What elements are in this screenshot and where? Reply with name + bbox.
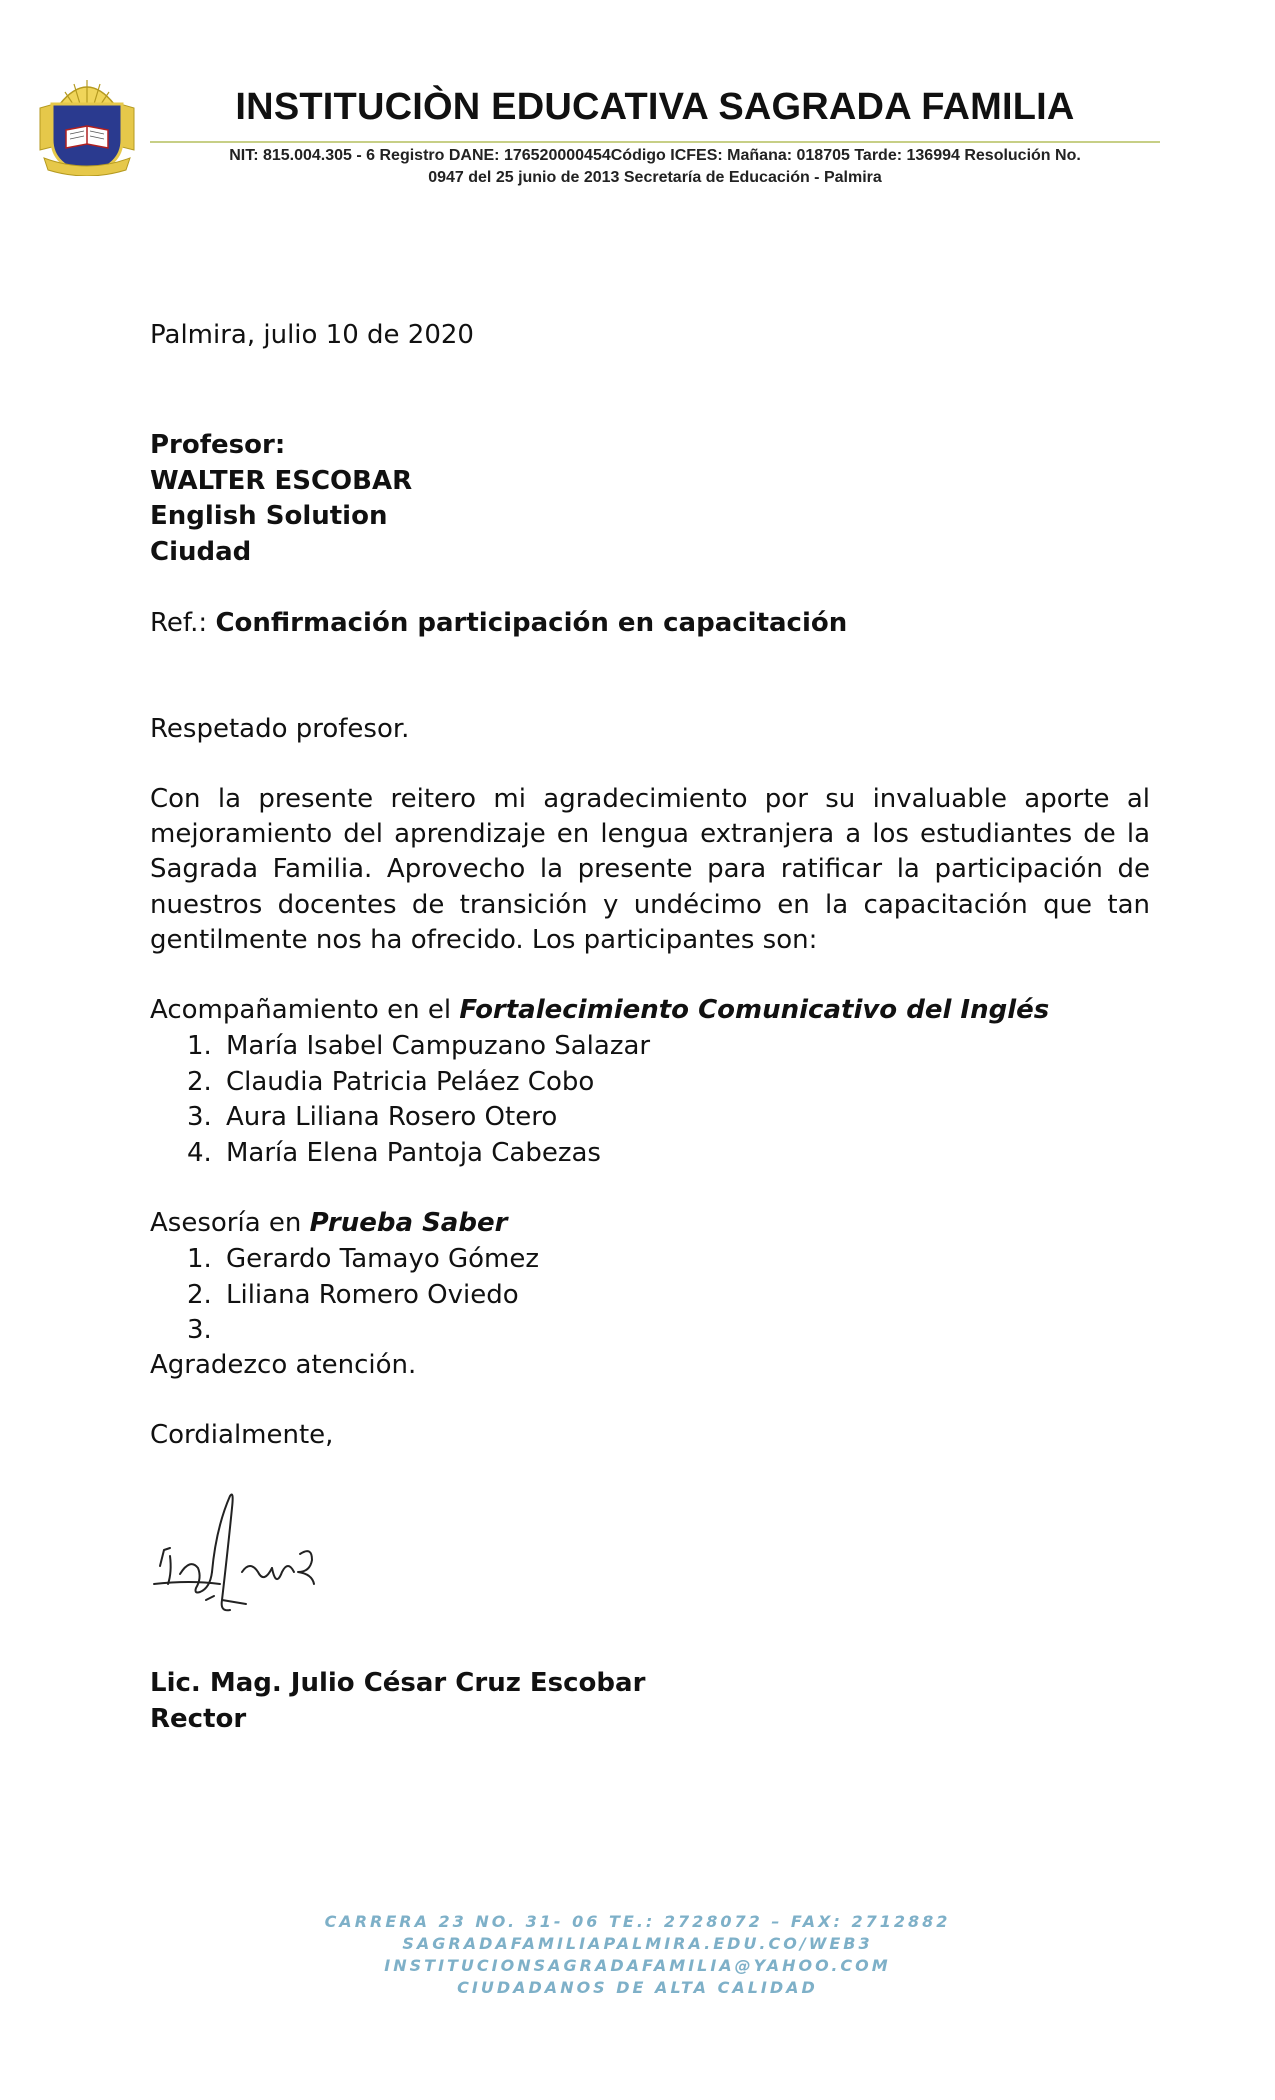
registration-line-1: NIT: 815.004.305 - 6 Registro DANE: 176520000454Código ICFES: Mañana: 018705 Tarde: 136994 Resolución No. bbox=[229, 147, 1081, 164]
section-prefix: Asesoría en bbox=[150, 1208, 310, 1238]
recipient-block bbox=[150, 428, 1150, 570]
participant-name: María Elena Pantoja Cabezas bbox=[226, 1137, 601, 1168]
institution-name: INSTITUCIÒN EDUCATIVA SAGRADA FAMILIA bbox=[235, 86, 1075, 128]
reference-line bbox=[150, 606, 1150, 642]
footer-line: SAGRADAFAMILIAPALMIRA.EDU.CO/WEB3 bbox=[402, 1934, 873, 1953]
list-item: 1. Gerardo Tamayo Gómez bbox=[150, 1242, 950, 1278]
thanks-line: Agradezco atención. bbox=[150, 1350, 417, 1380]
signer-name: Lic. Mag. Julio César Cruz Escobar bbox=[150, 1668, 646, 1698]
school-crest-icon bbox=[34, 74, 140, 176]
body-paragraph: Con la presente reitero mi agradecimiento por su invaluable aporte al mejoramiento del aprendizaje en lengua extranjera a los estudiantes de la Sagrada Familia. Aprovecho la presente para ratificar la participación de nuestros docentes de transición y undécimo en la capacitación que tan gentilmente nos ha ofrecido. Los participantes son: bbox=[150, 784, 1150, 955]
letter-date: Palmira, julio 10 de 2020 bbox=[150, 320, 474, 350]
participant-name: Aura Liliana Rosero Otero bbox=[226, 1102, 558, 1132]
signer-title: Rector bbox=[150, 1703, 247, 1734]
reference-subject: Confirmación participación en capacitación bbox=[215, 608, 848, 638]
participants-list-1 bbox=[150, 1029, 950, 1171]
section-title-acompanamiento bbox=[150, 993, 1150, 1029]
signer-block bbox=[150, 1666, 645, 1737]
list-item: 4. María Elena Pantoja Cabezas bbox=[150, 1136, 950, 1172]
list-item: 2. Liliana Romero Oviedo bbox=[150, 1278, 950, 1314]
closing-line: Cordialmente, bbox=[150, 1420, 334, 1450]
section-title-asesoria bbox=[150, 1206, 1150, 1242]
footer-line: INSTITUCIONSAGRADAFAMILIA@YAHOO.COM bbox=[384, 1956, 891, 1975]
participants-list-2 bbox=[150, 1242, 950, 1349]
reference-label: Ref.: bbox=[150, 608, 216, 638]
recipient-line: WALTER ESCOBAR bbox=[150, 465, 413, 496]
list-item: 3. Aura Liliana Rosero Otero bbox=[150, 1100, 950, 1136]
participant-name: Gerardo Tamayo Gómez bbox=[226, 1244, 540, 1274]
list-item: 3. bbox=[187, 1315, 212, 1345]
participant-name: Liliana Romero Oviedo bbox=[226, 1279, 519, 1310]
institution-registration-info bbox=[150, 145, 1160, 189]
participant-name: Claudia Patricia Peláez Cobo bbox=[226, 1066, 595, 1097]
section-program-title: Prueba Saber bbox=[309, 1208, 508, 1238]
section-program-title: Fortalecimiento Comunicativo del Inglés bbox=[459, 995, 1050, 1025]
handwritten-signature bbox=[150, 1488, 360, 1628]
list-item: 2. Claudia Patricia Peláez Cobo bbox=[150, 1065, 950, 1101]
section-prefix: Acompañamiento en el bbox=[150, 995, 460, 1025]
salutation: Respetado profesor. bbox=[150, 714, 410, 744]
footer-line: CIUDADANOS DE ALTA CALIDAD bbox=[457, 1978, 818, 1997]
recipient-line: Profesor: bbox=[150, 430, 286, 460]
recipient-line: English Solution bbox=[150, 501, 388, 531]
header-divider bbox=[150, 141, 1160, 143]
list-item: 1. María Isabel Campuzano Salazar bbox=[150, 1029, 950, 1065]
registration-line-2: 0947 del 25 junio de 2013 Secretaría de Educación - Palmira bbox=[428, 169, 882, 186]
recipient-line: Ciudad bbox=[150, 536, 252, 567]
footer-line: CARRERA 23 NO. 31- 06 TE.: 2728072 – FAX: 2712882 bbox=[324, 1912, 951, 1931]
participant-name: María Isabel Campuzano Salazar bbox=[226, 1031, 651, 1061]
footer-contact bbox=[0, 1911, 1275, 1999]
